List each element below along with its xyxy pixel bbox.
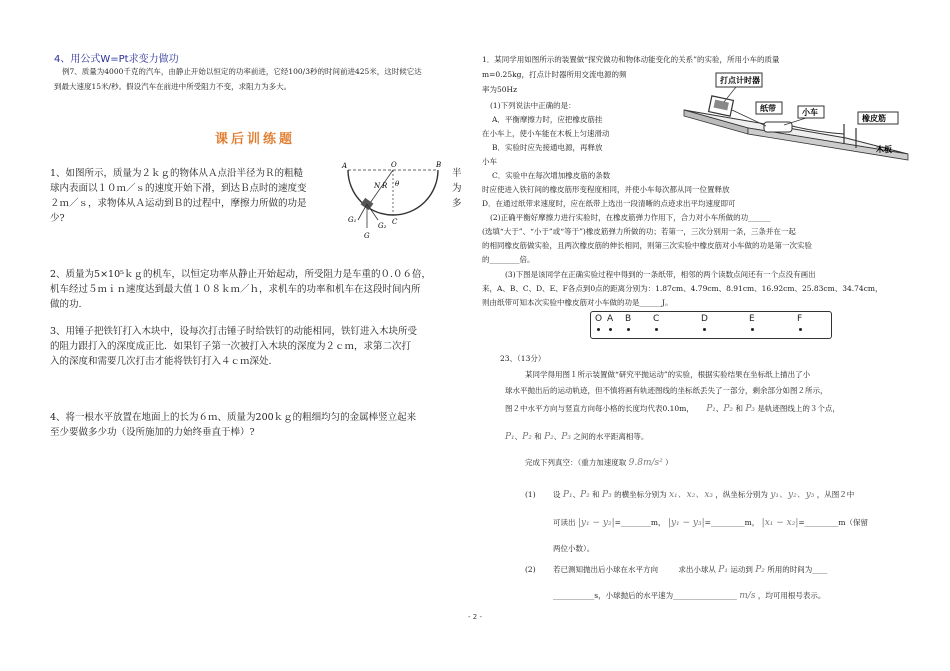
q1-side-1: 半: [452, 168, 462, 179]
q4-line2: 至少要做多少功（设所施加的力始终垂直于棒）?: [50, 427, 255, 438]
q23-line3: 图２中水平方向与竖直方向每小格的长度均代表0.10m， P₁、P₂ 和 P₃ 是轨迹图线上的３个点，: [505, 404, 840, 414]
paper-tape: [590, 311, 832, 339]
q1-line4: 少?: [50, 213, 65, 224]
sub1-a3: 的横坐标分别为: [614, 490, 667, 499]
sym-p2: P₂: [755, 565, 765, 575]
sym-p2: P₂: [580, 490, 590, 500]
sub2-a2: 求出小球从: [678, 565, 716, 574]
label-R: R: [382, 182, 388, 190]
q3-line1: 3、用锤子把铁钉打入木块中，设每次打击锤子时给铁钉的动能相同，铁钉进入木块所受: [50, 326, 418, 337]
sym-p1: P₁: [505, 432, 515, 442]
sub1-line1: 设 P₁、P₂ 和 P₃ 的横坐标分别为 x₁、x₂、x₃ ，纵坐标分别为 y₁、y₂、y₃ ，从图２中: [553, 490, 855, 500]
sym-p1: P₁: [706, 404, 716, 414]
label-G: G: [364, 232, 370, 240]
sym-p3: P₃: [745, 404, 755, 414]
sub1-b4: =_________m（保留: [798, 518, 869, 527]
p1-q2-line1: (2)正确平衡好摩擦力进行实验时，在橡皮筋弹力作用下，合力对小车所做的功______: [490, 213, 771, 222]
tape-label-D: D: [701, 314, 708, 324]
sub2-a1: 若已测知抛出后小球在水平方向: [553, 565, 658, 574]
p1-line3: 率为50Hz: [482, 85, 518, 94]
q1-line2: 球内表面以１０ｍ／ｓ的速度开始下滑，到达Ｂ点时的速度变: [50, 183, 307, 194]
label-O: O: [391, 161, 397, 169]
sym-p2: P₂: [522, 432, 532, 442]
sym-y: y₁、y₂、y₃: [770, 490, 815, 500]
sub1-a4: ，纵坐标分别为: [715, 490, 768, 499]
sym-x12: |x₁ − x₂|: [761, 518, 799, 528]
sub1-a1: 设: [553, 490, 561, 499]
q23-gravity: 9.8m/s²: [628, 458, 663, 468]
section-title: 课后训练题: [215, 132, 296, 147]
sub1-a5: ，从图２中: [816, 490, 855, 499]
label-theta: θ: [395, 180, 400, 188]
label-tape: 纸带: [760, 103, 776, 113]
q23-title: 23、（13分）: [500, 354, 546, 363]
p1-line1: 1．某同学用如图所示的装置做“探究做功和物体动能变化的关系”的实验，所用小车的质量: [482, 55, 780, 64]
sub2-number: (2): [525, 565, 536, 574]
apparatus-figure: [676, 68, 914, 170]
p1-line2: m=0.25kg，打点计时器所用交流电源的频: [482, 70, 627, 79]
label-board: 木板: [876, 144, 892, 154]
tape-label-F: F: [797, 314, 803, 324]
sym-y12: |y₁ − y₂|: [577, 518, 615, 528]
q23-line4: P₁、P₂ 和 P₂、P₃ 之间的水平距离相等。: [505, 432, 649, 442]
tape-dot: [751, 328, 754, 331]
label-cart: 小车: [802, 107, 818, 117]
sub1-line3: 两位小数）。: [553, 544, 595, 553]
sym-p1: P₁: [718, 565, 728, 575]
tape-dot: [655, 328, 658, 331]
label-B: B: [436, 161, 442, 169]
section-4-title: 4、用公式W=Pt求变力做功: [54, 54, 179, 65]
p1-q2-line2: (选填“大于”、“小于”或“等于”)橡皮筋弹力所做的功；若第一，三次分别用一条，三条并在一起: [482, 227, 796, 236]
q2-line3: 做的功.: [50, 299, 82, 310]
sym-p2: P₂: [544, 432, 554, 442]
bowl-figure: [338, 158, 448, 250]
tape-dot: [609, 328, 612, 331]
q23-line4-and: 和: [534, 432, 542, 441]
example-7-line1: 例7、质量为4000千克的汽车，由静止开始以恒定的功率前进，它经100/3秒的时间前进425米，这时候它达: [62, 67, 422, 76]
label-G2: G₂: [378, 222, 387, 230]
q3-line2: 的阻力跟打入的深度成正比．如果钉子第一次被打入木块的深度为２ｃｍ，求第二次打: [50, 341, 412, 352]
q23-fill-line: [525, 456, 673, 470]
sym-y13: |y₁ − y₃|: [667, 518, 705, 528]
tape-label-C: C: [653, 314, 660, 324]
p1-option-a1: A．平衡摩擦力时，应把橡皮筋挂: [492, 115, 603, 124]
p1-option-c1: C．实验中在每次增加橡皮筋的条数: [492, 171, 611, 180]
label-C: C: [392, 218, 398, 226]
q23-fill-b: ）: [665, 458, 673, 467]
p1-q3-line2: 来，A、B、C、D、E、F各点到0点的距离分别为：1.87cm、4.79cm、8.91cm、16.92cm、25.83cm、34.74cm，: [482, 284, 883, 293]
sym-p2: P₂: [723, 404, 734, 414]
q23-line3-a: 图２中水平方向与竖直方向每小格的长度均代表0.10m，: [505, 404, 694, 413]
p1-option-c2: 时应使进入铁钉间的橡皮筋形变程度相同，并使小车每次都从同一位置释放: [482, 185, 730, 194]
sub1-number: (1): [525, 490, 536, 499]
q23-line3-b: 是轨迹图线上的３个点，: [757, 404, 840, 413]
label-timer: 打点计时器: [720, 75, 760, 85]
sub2-a3: 运动到: [730, 565, 753, 574]
sym-x: x₁、x₂、x₃: [668, 490, 714, 500]
q1-side-3: 多: [452, 198, 462, 209]
page-number: - 2 -: [468, 613, 482, 621]
sub1-line2: [553, 516, 868, 530]
sub1-a2: 和: [592, 490, 600, 499]
tape-label-A: A: [607, 314, 614, 324]
tape-dot: [799, 328, 802, 331]
p1-q1: (1)下列说法中正确的是：: [490, 101, 576, 110]
label-rubber: 橡皮筋: [862, 113, 886, 123]
sub1-b3: =_________m，: [704, 518, 760, 527]
p1-q3-line1: (3)下图是该同学在正确实验过程中得到的一条纸带，相邻的两个读数点间还有一个点没有画出: [505, 270, 816, 279]
sub2-a4: 所用的时间为____: [767, 565, 828, 574]
tape-dot: [597, 328, 600, 331]
sub2-line2: [553, 589, 825, 603]
sym-p3: P₃: [561, 432, 571, 442]
label-G1: G₁: [348, 216, 357, 224]
tape-label-O: O: [595, 314, 603, 324]
p1-option-b2: 小车: [482, 157, 497, 166]
q2-line2: 机车经过５ｍｉｎ速度达到最大值１０８ｋｍ／ｈ，求机车的功率和机车在这段时间内所: [50, 284, 421, 295]
q23-line4-b: 之间的水平距离相等。: [573, 432, 649, 441]
tape-dot: [703, 328, 706, 331]
q23-line1: 某同学得用图１所示装置做“研究平抛运动”的实验，根据实验结果在坐标纸上描出了小: [525, 370, 811, 379]
p1-option-d: D．在通过纸带求速度时，应在纸带上选出一段清晰的点迹求出平均速度即可: [482, 199, 736, 208]
sym-p3: P₃: [602, 490, 612, 500]
sub2-b1: ___________s，小球抛后的水平速为_________________: [553, 591, 737, 600]
p1-option-b1: B．实验时应先接通电源，再释放: [492, 143, 603, 152]
unit-ms: m/s: [739, 591, 756, 601]
q1-line1: 1、如图所示，质量为２ｋｇ的物体从Ａ点沿半径为Ｒ的粗糙: [50, 168, 304, 179]
example-7-line2: 到最大速度15米/秒。假设汽车在前进中所受阻力不变，求阻力为多大。: [54, 82, 292, 91]
tape-label-E: E: [749, 314, 755, 324]
p1-q2-line4: 的________倍。: [482, 255, 535, 264]
q1-side-2: 为: [452, 183, 462, 194]
sub2-line1: [553, 563, 827, 577]
q23-line2: 球水平抛出后的运动轨迹，但不慎将画有轨迹图线的坐标纸丢失了一部分，剩余部分如图２所示，: [505, 386, 828, 395]
tape-dot: [627, 328, 630, 331]
p1-q3-line3: 则由纸带可知本次实验中橡皮筋对小车做的功是______J。: [482, 298, 673, 307]
sym-p1: P₁: [562, 490, 573, 500]
q23-line3-and: 和: [735, 404, 743, 413]
sub1-b2: =________m，: [614, 518, 666, 527]
q4-line1: 4、将一根水平放置在地面上的长为６ｍ、质量为200ｋｇ的粗细均匀的金属棒竖立起来: [50, 412, 417, 423]
label-A: A: [342, 162, 348, 170]
q1-line3: ２ｍ／ｓ，求物体从Ａ运动到Ｂ的过程中，摩擦力所做的功是: [50, 198, 307, 209]
q3-line3: 入的深度和需要几次打击才能将铁钉打入４ｃｍ深处.: [50, 356, 272, 367]
q23-fill-a: 完成下列真空：（重力加速度取: [525, 458, 627, 467]
p1-option-a2: 在小车上，使小车能在木板上匀速滑动: [482, 129, 610, 138]
p1-q2-line3: 的相同橡皮筋做实验，且两次橡皮筋的伸长相同，则第三次实验中橡皮筋对小车做的功是第一次实验: [482, 241, 812, 250]
sub1-b1: 可读出: [553, 518, 576, 527]
q2-line1: 2、质量为5×10⁵ｋｇ的机车，以恒定功率从静止开始起动，所受阻力是车重的０.０６倍，: [50, 269, 431, 280]
tape-label-B: B: [625, 314, 632, 324]
label-N: N: [374, 182, 381, 190]
sub2-b3: ，均可用根号表示。: [757, 591, 826, 600]
